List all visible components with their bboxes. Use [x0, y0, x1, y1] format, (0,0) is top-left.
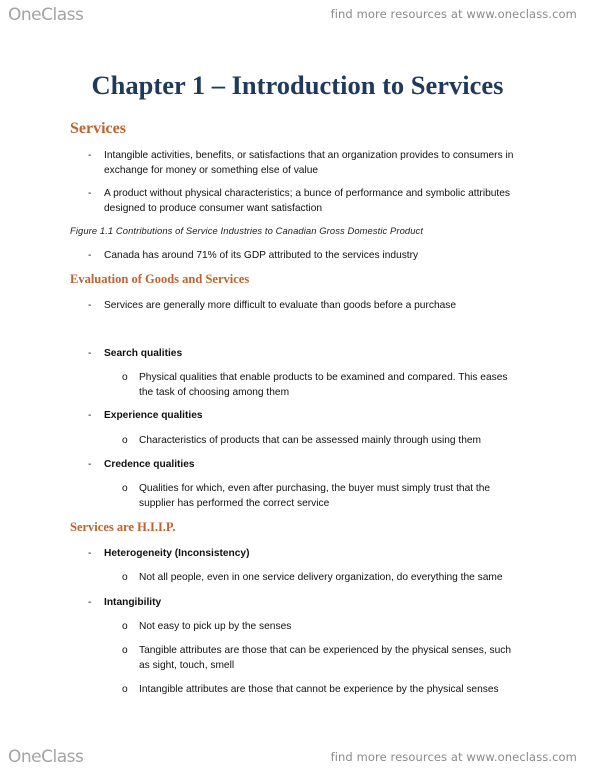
list-item-label: Experience qualities — [104, 410, 203, 421]
dash-bullet: - — [88, 410, 92, 421]
dash-bullet: - — [88, 188, 92, 199]
list-item-label: Credence qualities — [104, 459, 195, 470]
list-item-label: Intangibility — [104, 597, 162, 608]
sub-list-item-text: Not easy to pick up by the senses — [139, 621, 292, 632]
heading-evaluation: Evaluation of Goods and Services — [70, 272, 250, 286]
circle-bullet: o — [122, 483, 128, 494]
heading-services: Services — [70, 120, 126, 137]
oneclass-logo[interactable] — [8, 746, 102, 766]
circle-bullet: o — [122, 645, 128, 656]
sub-list-item-text: Intangible attributes are those that cannot be experience by the physical senses — [139, 684, 499, 695]
svg-text:OneClass: OneClass — [8, 5, 84, 24]
footer-tagline[interactable]: find more resources at www.oneclass.com — [330, 750, 577, 764]
sub-list-item-text: Characteristics of products that can be assessed mainly through using them — [139, 435, 482, 446]
list-item-label: Search qualities — [104, 348, 183, 359]
list-item-text: A product without physical characteristics; a bunce of performance and symbolic attributes designed to produce consumer want satisfaction — [104, 188, 511, 214]
dash-bullet: - — [88, 548, 92, 559]
svg-text:OneClass: OneClass — [8, 747, 84, 766]
list-item-text: Canada has around 71% of its GDP attributed to the services industry — [104, 250, 419, 261]
sub-list-item-text: Tangible attributes are those that can be experienced by the physical senses, such as sight, touch, smell — [139, 645, 512, 671]
circle-bullet: o — [122, 621, 128, 632]
header-tagline[interactable]: find more resources at www.oneclass.com — [330, 7, 577, 21]
figure-caption: Figure 1.1 Contributions of Service Industries to Canadian Gross Domestic Product — [70, 225, 424, 236]
dash-bullet: - — [88, 250, 92, 261]
sub-list-item-text: Not all people, even in one service delivery organization, do everything the same — [139, 572, 503, 583]
list-item-label: Heterogeneity (Inconsistency) — [104, 548, 250, 559]
oneclass-logo-icon — [8, 746, 102, 766]
dash-bullet: - — [88, 150, 92, 161]
circle-bullet: o — [122, 435, 128, 446]
page-footer — [0, 740, 595, 770]
circle-bullet: o — [122, 372, 128, 383]
page-header — [0, 0, 595, 28]
page-title: Chapter 1 – Introduction to Services — [91, 70, 504, 100]
oneclass-logo-icon — [8, 4, 102, 24]
sub-list-item-text: Physical qualities that enable products to be examined and compared. This eases the task of choosing among them — [139, 372, 508, 398]
sub-list-item-text: Qualities for which, even after purchasing, the buyer must simply trust that the supplier has performed the correct service — [139, 483, 491, 509]
circle-bullet: o — [122, 684, 128, 695]
list-item-text: Intangible activities, benefits, or satisfactions that an organization provides to consumers in exchange for money or something else of value — [104, 150, 514, 176]
dash-bullet: - — [88, 300, 92, 311]
oneclass-logo[interactable] — [8, 4, 102, 24]
dash-bullet: - — [88, 348, 92, 359]
heading-hiip: Services are H.I.I.P. — [70, 520, 176, 534]
dash-bullet: - — [88, 597, 92, 608]
list-item-text: Services are generally more difficult to evaluate than goods before a purchase — [104, 300, 457, 311]
circle-bullet: o — [122, 572, 128, 583]
dash-bullet: - — [88, 459, 92, 470]
